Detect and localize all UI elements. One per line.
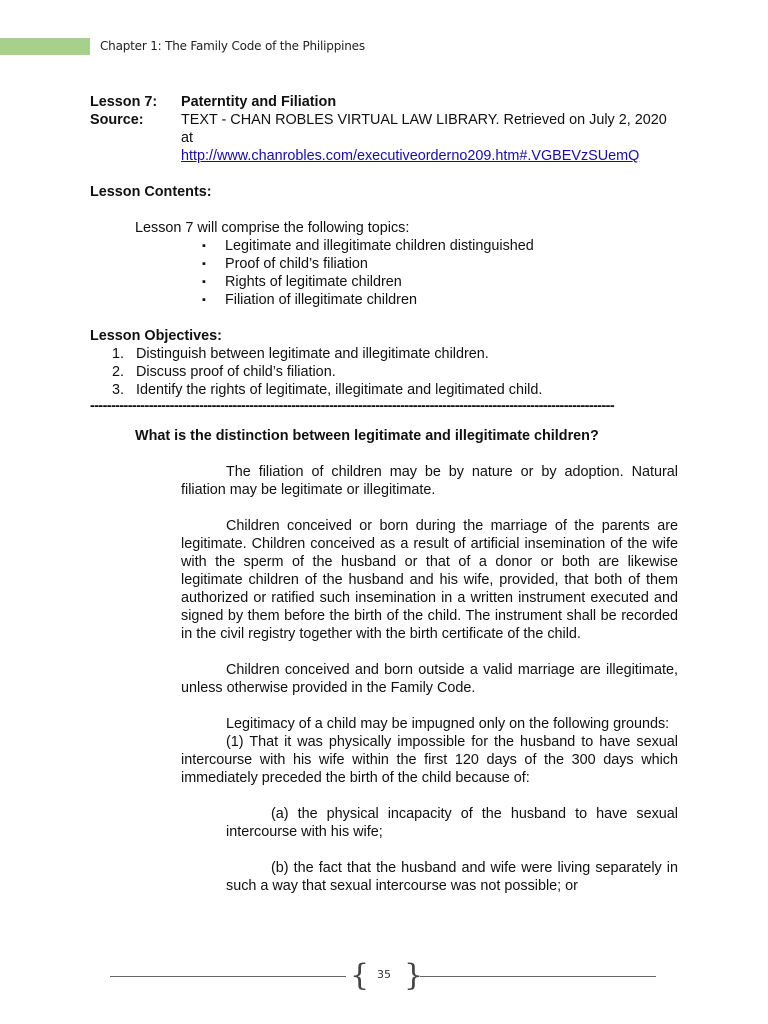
source-value — [181, 111, 680, 165]
objective-number: 2. — [112, 364, 125, 380]
dashed-divider: ----------------------------------------------------------------------------------------------------------------------------- — [90, 399, 615, 413]
left-brace-icon: { — [350, 958, 370, 993]
objective-text: Identify the rights of legitimate, illegitimate and legitimated child. — [136, 382, 543, 398]
source-row — [90, 111, 680, 165]
sub-item: (a) the physical incapacity of the husband to have sexual intercourse with his wife; — [226, 806, 678, 840]
section-body — [181, 463, 678, 895]
list-item — [112, 363, 680, 381]
paragraph: The filiation of children may be by nature or by adoption. Natural filiation may be legitimate or illegitimate. — [181, 464, 678, 498]
list-item — [112, 345, 680, 363]
paragraph: Children conceived or born during the marriage of the parents are legitimate. Children conceived as a result of artificial insemination of the wife with the sperm of the husband or that of a donor or both are likewise legitimate children of the husband and his wife, provided, that both of them authorized or ratified such insemination in a written instrument executed and signed by them before the birth of the child. The instrument shall be recorded in the civil registry together with the birth certificate of the child. — [181, 518, 678, 642]
footer-rule-left — [110, 976, 346, 977]
lesson-contents-heading: Lesson Contents: — [90, 184, 212, 200]
grounds-intro: Legitimacy of a child may be impugned only on the following grounds: — [226, 716, 670, 732]
page-number: 35 — [377, 968, 391, 981]
footer-rule-right — [420, 976, 656, 977]
sub-items — [226, 805, 678, 895]
list-item: ▪ Proof of child’s filiation — [202, 255, 680, 273]
source-text: TEXT - CHAN ROBLES VIRTUAL LAW LIBRARY. Retrieved on July 2, 2020 at — [181, 112, 667, 146]
objective-number: 1. — [112, 346, 125, 362]
ground-1: (1) That it was physically impossible for the husband to have sexual intercourse with his wife within the first 120 days of the 300 days which immediately preceded the birth of the child because of: — [181, 734, 678, 786]
objective-text: Distinguish between legitimate and illegitimate children. — [136, 346, 489, 362]
chapter-header: Chapter 1: The Family Code of the Philippines — [100, 39, 365, 53]
list-item: ▪ Rights of legitimate children — [202, 273, 680, 291]
header-accent-bar — [0, 38, 90, 55]
topics-list — [202, 237, 680, 309]
lesson-objectives-heading: Lesson Objectives: — [90, 328, 222, 344]
list-item: ▪ Legitimate and illegitimate children distinguished — [202, 237, 680, 255]
objectives-list — [112, 345, 680, 399]
section-question: What is the distinction between legitimate and illegitimate children? — [135, 428, 599, 444]
objective-text: Discuss proof of child’s filiation. — [136, 364, 336, 380]
objective-number: 3. — [112, 382, 125, 398]
paragraph: Children conceived and born outside a valid marriage are illegitimate, unless otherwise provided in the Family Code. — [181, 662, 678, 696]
page-content — [90, 93, 680, 913]
sub-item: (b) the fact that the husband and wife were living separately in such a way that sexual intercourse was not possible; or — [226, 860, 678, 894]
list-item — [112, 381, 680, 399]
source-link[interactable]: http://www.chanrobles.com/executiveorderno209.htm#.VGBEVzSUemQ — [181, 148, 640, 164]
lesson-title-row — [90, 93, 680, 111]
contents-intro: Lesson 7 will comprise the following topics: — [135, 220, 410, 236]
right-brace-icon: } — [404, 958, 424, 993]
list-item: ▪ Filiation of illegitimate children — [202, 291, 680, 309]
lesson-title: Paterntity and Filiation — [181, 94, 337, 110]
source-label: Source: — [90, 112, 144, 128]
lesson-label: Lesson 7: — [90, 94, 158, 110]
